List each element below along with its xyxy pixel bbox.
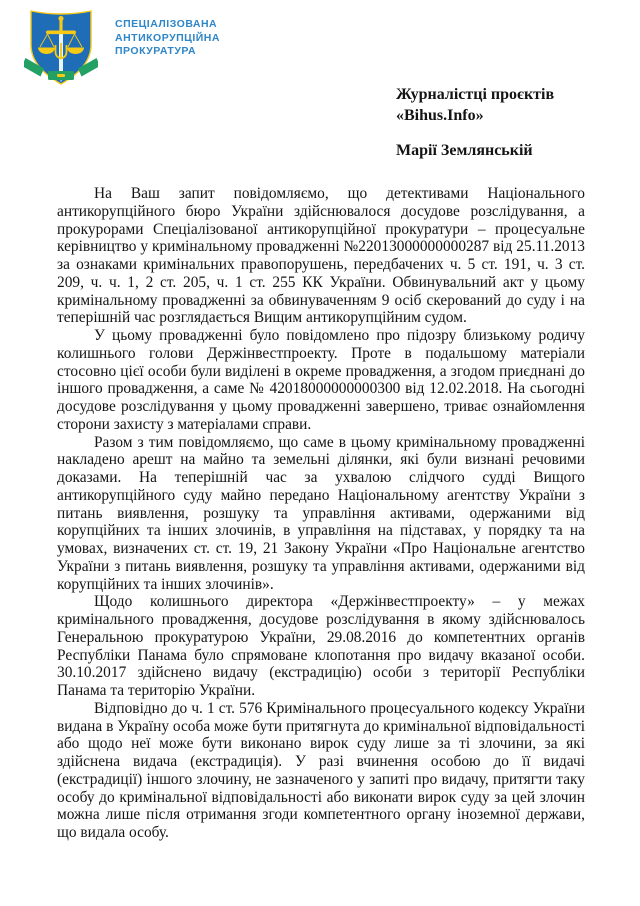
org-name-line: СПЕЦІАЛІЗОВАНА bbox=[115, 18, 218, 30]
recipient-org: «Bihus.Info» bbox=[396, 106, 484, 124]
recipient-role: Журналістці проєктів bbox=[396, 86, 555, 103]
org-name-line: ПРОКУРАТУРА bbox=[115, 45, 197, 57]
paragraph-3: Разом з тим повідомляємо, що саме в цьому кримінальному провадженні накладено арешт на майно та земельні ділянки, які були визнані речовими доказами. На теперішній час за ухвалою слідчого судді Вищого антикорупційного суду майно передано Національному агентству України з питань виявлення, розшуку та управління активами, одержаними від корупційних та інших злочинів, в управління на підставах, у порядку та на умовах, визначених ст. ст. 19, 21 Закону України «Про Національне агентство України з питань виявлення, розшуку та управління активами, одержаними від корупційних та інших злочинів». bbox=[57, 433, 585, 593]
coat-of-arms-icon bbox=[24, 7, 98, 87]
org-name-line: АНТИКОРУПЦІЙНА bbox=[115, 31, 220, 44]
paragraph-4: Щодо колишнього директора «Держінвестпроекту» – у межах кримінального провадження, досудове розслідування в якому здійснювалось Генеральною прокуратурою України, 29.08.2016 до компетентних органів Республіки Панама було спрямоване клопотання про видачу вказаної особи. 30.10.2017 здійснено видачу (екстрадицію) особи з території Республіки Панама та територію України. bbox=[57, 593, 585, 699]
recipient-name: Марії Землянській bbox=[396, 142, 533, 159]
recipient-block bbox=[396, 85, 554, 162]
paragraph-5: Відповідно до ч. 1 ст. 576 Кримінального процесуального кодексу України видана в Україну особа може бути притягнута до кримінальної відповідальності або щодо неї може бути виконано вирок суду лише за ті злочини, за які здійснена видача (екстрадиція). У разі вчинення особою до її видачі (екстрадиції) іншого злочину, не зазначеного у запиті про видачу, притягти таку особу до кримінальної відповідальності або виконати вирок суду за цей злочин можна лише після отримання згоди компетентного органу іноземної держави, що видала особу. bbox=[57, 699, 585, 841]
org-name bbox=[115, 18, 220, 59]
letter-body bbox=[57, 185, 585, 842]
paragraph-1: На Ваш запит повідомляємо, що детективами Національного антикорупційного бюро України здійснювалося досудове розслідування, а прокурорами Спеціалізованої антикорупційної прокуратури – процесуальне керівництво у кримінальному провадженні №22013000000000287 від 25.11.2013 за ознаками кримінальних правопорушень, передбачених ч. 5 ст. 191, ч. 3 ст. 209, ч. ч. 1, 2 ст. 205, ч. 1 ст. 255 КК України. Обвинувальний акт у цьому кримінальному провадженні за обвинуваченням 9 осіб скерований до суду і на теперішній час розглядається Вищим антикорупційним судом. bbox=[57, 185, 585, 327]
paragraph-2: У цьому провадженні було повідомлено про підозру близькому родичу колишнього голови Держінвестпроекту. Проте в подальшому матеріали стосовно цієї особи були виділені в окреме провадження, а згодом приєднані до іншого провадження, а саме № 42018000000000300 від 12.02.2018. На сьогодні досудове розслідування у цьому провадженні завершено, триває ознайомлення сторони захисту з матеріалами справи. bbox=[57, 327, 585, 433]
letterhead bbox=[24, 7, 220, 87]
